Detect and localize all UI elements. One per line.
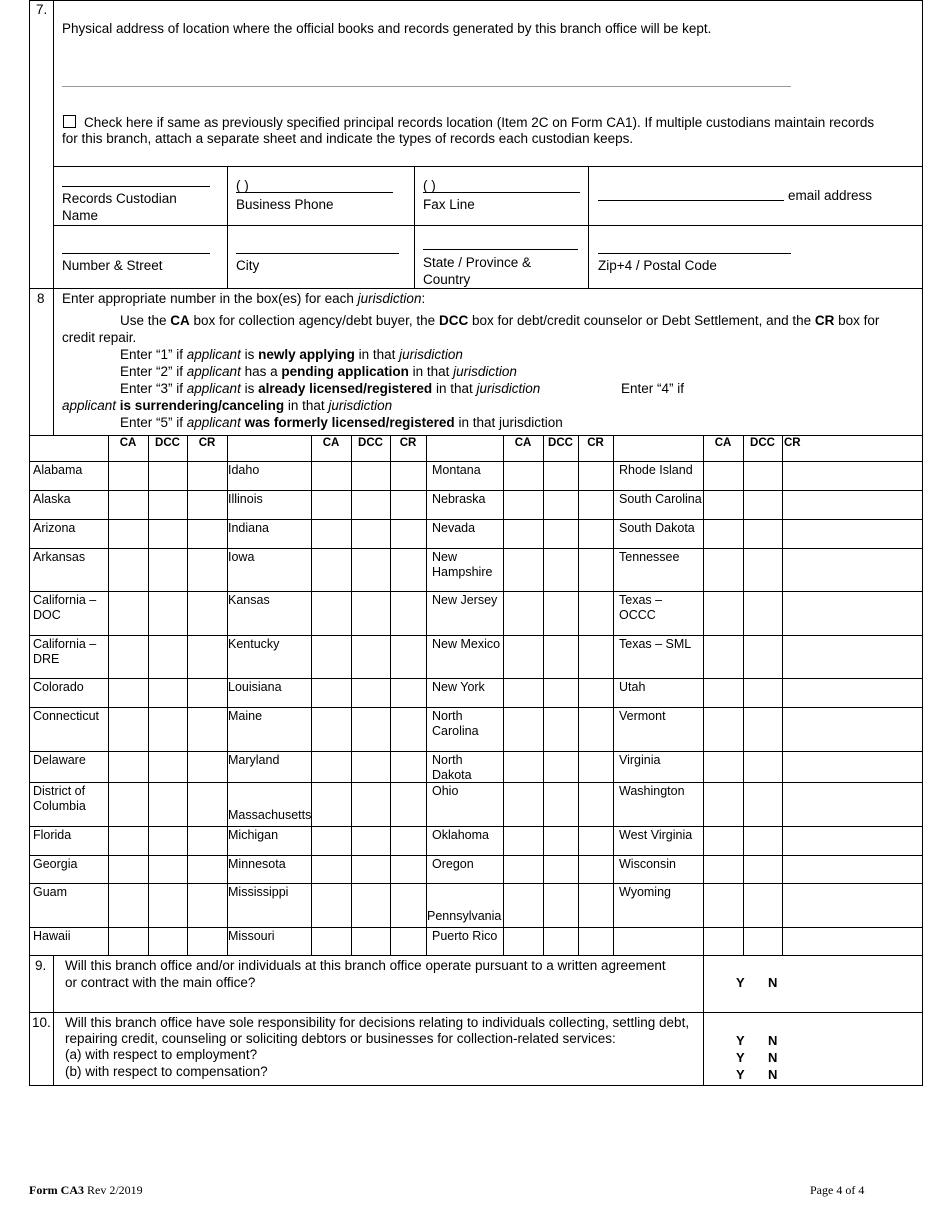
jurisdiction-dcc-box[interactable] <box>149 827 186 854</box>
page-number: Page 4 of 4 <box>810 1183 865 1197</box>
jurisdiction-dcc-box[interactable] <box>149 491 186 518</box>
jurisdiction-ca-box[interactable] <box>312 708 350 750</box>
jurisdiction-dcc-box[interactable] <box>352 783 389 825</box>
header-cr-col4: CR <box>784 437 801 449</box>
header-dcc-col1: DCC <box>155 437 180 449</box>
jurisdiction-cr-box[interactable] <box>391 928 425 954</box>
item7-number: 7. <box>36 2 48 17</box>
state-name: District of Columbia <box>33 784 86 813</box>
item7-checkbox-text-2: for this branch, attach a separate sheet and indicate the types of records each custodian keeps. <box>62 131 634 146</box>
jurisdiction-cr-box[interactable] <box>188 884 226 926</box>
jurisdiction-cr-box[interactable] <box>188 752 226 781</box>
state-name: Utah <box>619 680 646 694</box>
item8-intro: Enter appropriate number in the box(es) for each jurisdiction: <box>62 291 426 306</box>
jurisdiction-ca-box[interactable] <box>312 520 350 547</box>
jurisdiction-ca-box[interactable] <box>312 679 350 706</box>
item8-enter-5: Enter “5” if applicant was formerly licensed/registered in that jurisdiction <box>120 415 563 430</box>
business-phone-prefix: ( ) <box>236 178 249 193</box>
jurisdiction-dcc-box[interactable] <box>352 827 389 854</box>
street-label: Number & Street <box>62 258 163 273</box>
jurisdiction-cr-box[interactable] <box>579 884 612 926</box>
item10-line-1: Will this branch office have sole responsibility for decisions relating to individuals collecting, settling debt, <box>65 1015 690 1030</box>
jurisdiction-dcc-box[interactable] <box>544 549 577 590</box>
header-ca-col1: CA <box>119 437 137 449</box>
jurisdiction-dcc-box[interactable] <box>352 592 389 634</box>
header-ca-col3: CA <box>514 437 532 449</box>
jurisdiction-dcc-box[interactable] <box>544 679 577 706</box>
jurisdiction-ca-box[interactable] <box>704 827 742 854</box>
jurisdiction-ca-box[interactable] <box>504 520 542 547</box>
jurisdiction-ca-box[interactable] <box>312 752 350 781</box>
state-line[interactable] <box>423 249 578 250</box>
jurisdiction-dcc-box[interactable] <box>544 783 577 825</box>
jurisdiction-cr-box[interactable] <box>579 636 612 677</box>
jurisdiction-cr-box[interactable] <box>783 636 921 677</box>
jurisdiction-ca-box[interactable] <box>312 491 350 518</box>
jurisdiction-cr-box[interactable] <box>579 752 612 781</box>
state-name: Arkansas <box>33 550 86 564</box>
jurisdiction-cr-box[interactable] <box>783 520 921 547</box>
header-cr-col2: CR <box>399 437 417 449</box>
header-ca-col2: CA <box>322 437 340 449</box>
jurisdiction-dcc-box[interactable] <box>149 928 186 954</box>
jurisdiction-cr-box[interactable] <box>783 462 921 489</box>
jurisdiction-cr-box[interactable] <box>579 827 612 854</box>
jurisdiction-cr-box[interactable] <box>783 592 921 634</box>
jurisdiction-ca-box[interactable] <box>109 592 147 634</box>
state-name: Illinois <box>228 492 263 506</box>
state-name: Mississippi <box>228 885 289 899</box>
jurisdiction-cr-box[interactable] <box>579 592 612 634</box>
jurisdiction-ca-box[interactable] <box>312 592 350 634</box>
same-location-checkbox[interactable] <box>63 115 76 128</box>
jurisdiction-ca-box[interactable] <box>704 636 742 677</box>
jurisdiction-ca-box[interactable] <box>704 462 742 489</box>
custodian-label-1: Records Custodian <box>62 191 177 206</box>
jurisdiction-ca-box[interactable] <box>109 636 147 677</box>
jurisdiction-cr-box[interactable] <box>391 636 425 677</box>
jurisdiction-dcc-box[interactable] <box>744 856 781 882</box>
jurisdiction-dcc-box[interactable] <box>544 884 577 926</box>
state-name: Puerto Rico <box>432 929 498 943</box>
jurisdiction-dcc-box[interactable] <box>149 592 186 634</box>
jurisdiction-dcc-box[interactable] <box>352 928 389 954</box>
item9-line-1: Will this branch office and/or individuals at this branch office operate pursuant to a written agreement <box>65 958 666 973</box>
jurisdiction-ca-box[interactable] <box>109 856 147 882</box>
state-name: Alaska <box>33 492 71 506</box>
jurisdiction-cr-box[interactable] <box>391 491 425 518</box>
jurisdiction-ca-box[interactable] <box>312 884 350 926</box>
jurisdiction-ca-box[interactable] <box>312 783 350 825</box>
item9-number: 9. <box>35 958 47 973</box>
state-name: Colorado <box>33 680 84 694</box>
item7-instruction: Physical address of location where the official books and records generated by this branch office will be kept. <box>62 21 712 36</box>
jurisdiction-ca-box[interactable] <box>704 679 742 706</box>
address-line[interactable] <box>62 86 791 87</box>
state-name: Delaware <box>33 753 86 767</box>
jurisdiction-dcc-box[interactable] <box>149 520 186 547</box>
jurisdiction-cr-box[interactable] <box>391 856 425 882</box>
state-name: Tennessee <box>619 550 680 564</box>
state-name: Michigan <box>228 828 279 842</box>
state-name: Hawaii <box>33 929 71 943</box>
jurisdiction-dcc-box[interactable] <box>544 520 577 547</box>
jurisdiction-cr-box[interactable] <box>188 856 226 882</box>
jurisdiction-ca-box[interactable] <box>109 752 147 781</box>
state-name: Kentucky <box>228 637 280 651</box>
city-label: City <box>236 258 260 273</box>
jurisdiction-ca-box[interactable] <box>109 679 147 706</box>
state-name: Ohio <box>432 784 459 798</box>
jurisdiction-dcc-box[interactable] <box>149 679 186 706</box>
state-name: North Carolina <box>432 709 479 738</box>
jurisdiction-ca-box[interactable] <box>704 592 742 634</box>
jurisdiction-dcc-box[interactable] <box>744 708 781 750</box>
fax-label: Fax Line <box>423 197 475 212</box>
item10-no-compensation[interactable]: N <box>768 1067 778 1082</box>
state-name: Arizona <box>33 521 76 535</box>
jurisdiction-ca-box[interactable] <box>704 856 742 882</box>
jurisdiction-dcc-box[interactable] <box>744 928 781 954</box>
jurisdiction-ca-box[interactable] <box>312 636 350 677</box>
email-label: email address <box>788 188 873 203</box>
jurisdiction-cr-box[interactable] <box>188 462 226 489</box>
state-name: Minnesota <box>228 857 286 871</box>
jurisdiction-dcc-box[interactable] <box>544 491 577 518</box>
jurisdiction-cr-box[interactable] <box>783 856 921 882</box>
state-name: Vermont <box>619 709 666 723</box>
header-dcc-col3: DCC <box>548 437 573 449</box>
jurisdiction-dcc-box[interactable] <box>744 827 781 854</box>
jurisdiction-cr-box[interactable] <box>391 783 425 825</box>
state-name: Washington <box>619 784 685 798</box>
state-name: Connecticut <box>33 709 100 723</box>
jurisdiction-cr-box[interactable] <box>188 549 226 590</box>
item9-no[interactable]: N <box>768 975 778 990</box>
state-name: South Carolina <box>619 492 702 506</box>
state-name: New York <box>432 680 485 694</box>
state-name: Guam <box>33 885 68 899</box>
jurisdiction-ca-box[interactable] <box>504 827 542 854</box>
jurisdiction-ca-box[interactable] <box>504 462 542 489</box>
state-name: Nebraska <box>432 492 486 506</box>
jurisdiction-ca-box[interactable] <box>504 491 542 518</box>
jurisdiction-dcc-box[interactable] <box>352 708 389 750</box>
jurisdiction-cr-box[interactable] <box>783 928 921 954</box>
jurisdiction-ca-box[interactable] <box>504 928 542 954</box>
jurisdiction-cr-box[interactable] <box>391 549 425 590</box>
jurisdiction-dcc-box[interactable] <box>149 636 186 677</box>
item10-number: 10. <box>32 1015 51 1030</box>
header-ca-col4: CA <box>714 437 732 449</box>
jurisdiction-cr-box[interactable] <box>579 783 612 825</box>
jurisdiction-ca-box[interactable] <box>704 783 742 825</box>
state-name: New Jersey <box>432 593 498 607</box>
jurisdiction-cr-box[interactable] <box>783 549 921 590</box>
jurisdiction-cr-box[interactable] <box>391 462 425 489</box>
jurisdiction-cr-box[interactable] <box>188 783 226 825</box>
item9-line-2: or contract with the main office? <box>65 975 256 990</box>
state-name: New Mexico <box>432 637 501 651</box>
jurisdiction-cr-box[interactable] <box>391 520 425 547</box>
jurisdiction-cr-box[interactable] <box>188 827 226 854</box>
jurisdiction-ca-box[interactable] <box>109 549 147 590</box>
state-name: West Virginia <box>619 828 693 842</box>
jurisdiction-dcc-box[interactable] <box>352 679 389 706</box>
jurisdiction-ca-box[interactable] <box>504 679 542 706</box>
jurisdiction-dcc-box[interactable] <box>744 491 781 518</box>
state-name: Massachusetts <box>228 808 312 822</box>
jurisdiction-dcc-box[interactable] <box>744 520 781 547</box>
jurisdiction-ca-box[interactable] <box>704 520 742 547</box>
state-name: Rhode Island <box>619 463 693 477</box>
custodian-label-2: Name <box>62 208 99 223</box>
state-name: South Dakota <box>619 521 695 535</box>
item10-yes-general[interactable]: Y <box>736 1033 745 1048</box>
jurisdiction-ca-box[interactable] <box>312 462 350 489</box>
item10-no-employment[interactable]: N <box>768 1050 778 1065</box>
jurisdiction-cr-box[interactable] <box>391 827 425 854</box>
jurisdiction-dcc-box[interactable] <box>544 856 577 882</box>
jurisdiction-dcc-box[interactable] <box>149 884 186 926</box>
jurisdiction-ca-box[interactable] <box>312 928 350 954</box>
state-name: North Dakota <box>432 753 472 782</box>
item8-enter-4b: applicant is surrendering/canceling in that jurisdiction <box>62 398 393 413</box>
jurisdiction-cr-box[interactable] <box>391 752 425 781</box>
jurisdiction-dcc-box[interactable] <box>352 520 389 547</box>
state-name: Oklahoma <box>432 828 489 842</box>
jurisdiction-ca-box[interactable] <box>312 549 350 590</box>
state-label-1: State / Province & <box>423 255 532 270</box>
jurisdiction-dcc-box[interactable] <box>744 636 781 677</box>
jurisdiction-cr-box[interactable] <box>579 708 612 750</box>
custodian-name-line[interactable] <box>62 186 210 187</box>
jurisdiction-cr-box[interactable] <box>391 679 425 706</box>
state-name: Texas – SML <box>619 637 692 651</box>
business-phone-label: Business Phone <box>236 197 334 212</box>
state-name: Georgia <box>33 857 78 871</box>
jurisdiction-dcc-box[interactable] <box>744 549 781 590</box>
header-cr-col3: CR <box>587 437 604 449</box>
jurisdiction-cr-box[interactable] <box>579 549 612 590</box>
jurisdiction-cr-box[interactable] <box>783 884 921 926</box>
jurisdiction-dcc-box[interactable] <box>744 783 781 825</box>
jurisdiction-dcc-box[interactable] <box>352 462 389 489</box>
item8-enter-1: Enter “1” if applicant is newly applying in that jurisdiction <box>120 347 463 362</box>
jurisdiction-ca-box[interactable] <box>109 520 147 547</box>
jurisdiction-dcc-box[interactable] <box>352 636 389 677</box>
jurisdiction-cr-box[interactable] <box>783 708 921 750</box>
jurisdiction-ca-box[interactable] <box>109 884 147 926</box>
jurisdiction-dcc-box[interactable] <box>544 752 577 781</box>
jurisdiction-ca-box[interactable] <box>504 884 542 926</box>
jurisdiction-dcc-box[interactable] <box>544 592 577 634</box>
jurisdiction-cr-box[interactable] <box>579 928 612 954</box>
item8-enter-2: Enter “2” if applicant has a pending application in that jurisdiction <box>120 364 517 379</box>
jurisdiction-cr-box[interactable] <box>188 520 226 547</box>
jurisdiction-cr-box[interactable] <box>579 462 612 489</box>
jurisdiction-ca-box[interactable] <box>109 783 147 825</box>
header-cr-col1: CR <box>198 437 216 449</box>
jurisdiction-cr-box[interactable] <box>783 783 921 825</box>
jurisdiction-cr-box[interactable] <box>783 827 921 854</box>
item10-line-4: (b) with respect to compensation? <box>65 1064 268 1079</box>
jurisdiction-dcc-box[interactable] <box>544 827 577 854</box>
state-name: Idaho <box>228 463 260 477</box>
fax-line[interactable] <box>423 192 580 193</box>
jurisdiction-ca-box[interactable] <box>109 491 147 518</box>
state-name: Missouri <box>228 929 275 943</box>
item10-yes-employment[interactable]: Y <box>736 1050 745 1065</box>
item7-checkbox-text-1: Check here if same as previously specified principal records location (Item 2C on Form CA1). If multiple custodians maintain records <box>84 115 875 130</box>
jurisdiction-dcc-box[interactable] <box>744 884 781 926</box>
jurisdiction-ca-box[interactable] <box>109 708 147 750</box>
jurisdiction-cr-box[interactable] <box>391 708 425 750</box>
state-name: Montana <box>432 463 481 477</box>
jurisdiction-cr-box[interactable] <box>188 636 226 677</box>
jurisdiction-cr-box[interactable] <box>579 520 612 547</box>
jurisdiction-dcc-box[interactable] <box>744 592 781 634</box>
state-name: Louisiana <box>228 680 282 694</box>
state-name: Wisconsin <box>619 857 676 871</box>
jurisdiction-ca-box[interactable] <box>504 592 542 634</box>
item10-line-2: repairing credit, counseling or soliciting debtors or businesses for collection-related services: <box>65 1031 616 1046</box>
jurisdiction-dcc-box[interactable] <box>149 752 186 781</box>
jurisdiction-dcc-box[interactable] <box>352 491 389 518</box>
jurisdiction-dcc-box[interactable] <box>352 549 389 590</box>
jurisdiction-cr-box[interactable] <box>783 752 921 781</box>
jurisdiction-cr-box[interactable] <box>188 491 226 518</box>
jurisdiction-ca-box[interactable] <box>704 549 742 590</box>
jurisdiction-dcc-box[interactable] <box>744 679 781 706</box>
jurisdiction-cr-box[interactable] <box>188 679 226 706</box>
state-name: Kansas <box>228 593 270 607</box>
jurisdiction-dcc-box[interactable] <box>544 928 577 954</box>
jurisdiction-ca-box[interactable] <box>504 549 542 590</box>
state-name: California – DOC <box>33 593 97 622</box>
item8-use-line: Use the CA box for collection agency/debt buyer, the DCC box for debt/credit counselor or Debt Settlement, and the CR box for <box>120 313 880 328</box>
state-label-2: Country <box>423 272 471 287</box>
business-phone-line[interactable] <box>236 192 393 193</box>
jurisdiction-dcc-box[interactable] <box>149 708 186 750</box>
state-name: Oregon <box>432 857 474 871</box>
item8-enter-3: Enter “3” if applicant is already licensed/registered in that jurisdiction <box>120 381 541 396</box>
jurisdiction-cr-box[interactable] <box>188 708 226 750</box>
item9-yes[interactable]: Y <box>736 975 745 990</box>
jurisdiction-dcc-box[interactable] <box>544 462 577 489</box>
item8-use-line-2: credit repair. <box>62 330 137 345</box>
jurisdiction-dcc-box[interactable] <box>149 462 186 489</box>
item10-no-general[interactable]: N <box>768 1033 778 1048</box>
jurisdiction-dcc-box[interactable] <box>352 856 389 882</box>
header-dcc-col2: DCC <box>358 437 383 449</box>
email-line[interactable] <box>598 200 784 201</box>
jurisdiction-dcc-box[interactable] <box>149 856 186 882</box>
item10-yes-compensation[interactable]: Y <box>736 1067 745 1082</box>
jurisdiction-dcc-box[interactable] <box>544 708 577 750</box>
state-name: Florida <box>33 828 72 842</box>
state-name: California – DRE <box>33 637 97 666</box>
jurisdiction-dcc-box[interactable] <box>744 462 781 489</box>
jurisdiction-dcc-box[interactable] <box>149 549 186 590</box>
jurisdiction-dcc-box[interactable] <box>544 636 577 677</box>
jurisdiction-cr-box[interactable] <box>579 856 612 882</box>
jurisdiction-dcc-box[interactable] <box>352 752 389 781</box>
jurisdiction-ca-box[interactable] <box>312 827 350 854</box>
street-line[interactable] <box>62 253 210 254</box>
state-name: Texas – OCCC <box>619 593 663 622</box>
jurisdiction-cr-box[interactable] <box>579 491 612 518</box>
form-id: Form CA3 Rev 2/2019 <box>29 1183 143 1197</box>
jurisdiction-cr-box[interactable] <box>391 592 425 634</box>
fax-prefix: ( ) <box>423 178 436 193</box>
jurisdiction-ca-box[interactable] <box>504 636 542 677</box>
jurisdiction-cr-box[interactable] <box>188 928 226 954</box>
jurisdiction-dcc-box[interactable] <box>352 884 389 926</box>
state-name: Maine <box>228 709 263 723</box>
zip-line[interactable] <box>598 253 791 254</box>
header-dcc-col4: DCC <box>750 437 775 449</box>
jurisdiction-ca-box[interactable] <box>704 752 742 781</box>
state-name: Alabama <box>33 463 83 477</box>
jurisdiction-cr-box[interactable] <box>391 884 425 926</box>
jurisdiction-ca-box[interactable] <box>704 884 742 926</box>
jurisdiction-ca-box[interactable] <box>109 827 147 854</box>
jurisdiction-ca-box[interactable] <box>312 856 350 882</box>
jurisdiction-cr-box[interactable] <box>188 592 226 634</box>
state-name: Pennsylvania <box>427 909 502 923</box>
jurisdiction-ca-box[interactable] <box>109 462 147 489</box>
zip-label: Zip+4 / Postal Code <box>598 258 717 273</box>
jurisdiction-ca-box[interactable] <box>504 856 542 882</box>
state-name: Maryland <box>228 753 280 767</box>
state-name: Virginia <box>619 753 661 767</box>
city-line[interactable] <box>236 253 399 254</box>
jurisdiction-ca-box[interactable] <box>704 928 742 954</box>
state-name: Nevada <box>432 521 476 535</box>
jurisdiction-cr-box[interactable] <box>783 679 921 706</box>
jurisdiction-ca-box[interactable] <box>504 708 542 750</box>
jurisdiction-ca-box[interactable] <box>504 752 542 781</box>
jurisdiction-cr-box[interactable] <box>579 679 612 706</box>
jurisdiction-dcc-box[interactable] <box>149 783 186 825</box>
item10-line-3: (a) with respect to employment? <box>65 1047 258 1062</box>
jurisdiction-ca-box[interactable] <box>704 708 742 750</box>
state-name: New Hampshire <box>432 550 493 579</box>
state-name: Iowa <box>228 550 255 564</box>
item8-enter-4a: Enter “4” if <box>621 381 685 396</box>
jurisdiction-ca-box[interactable] <box>109 928 147 954</box>
item8-number: 8 <box>37 291 45 306</box>
jurisdiction-dcc-box[interactable] <box>744 752 781 781</box>
jurisdiction-ca-box[interactable] <box>504 783 542 825</box>
state-name: Indiana <box>228 521 270 535</box>
jurisdiction-ca-box[interactable] <box>704 491 742 518</box>
state-name: Wyoming <box>619 885 671 899</box>
jurisdiction-cr-box[interactable] <box>783 491 921 518</box>
